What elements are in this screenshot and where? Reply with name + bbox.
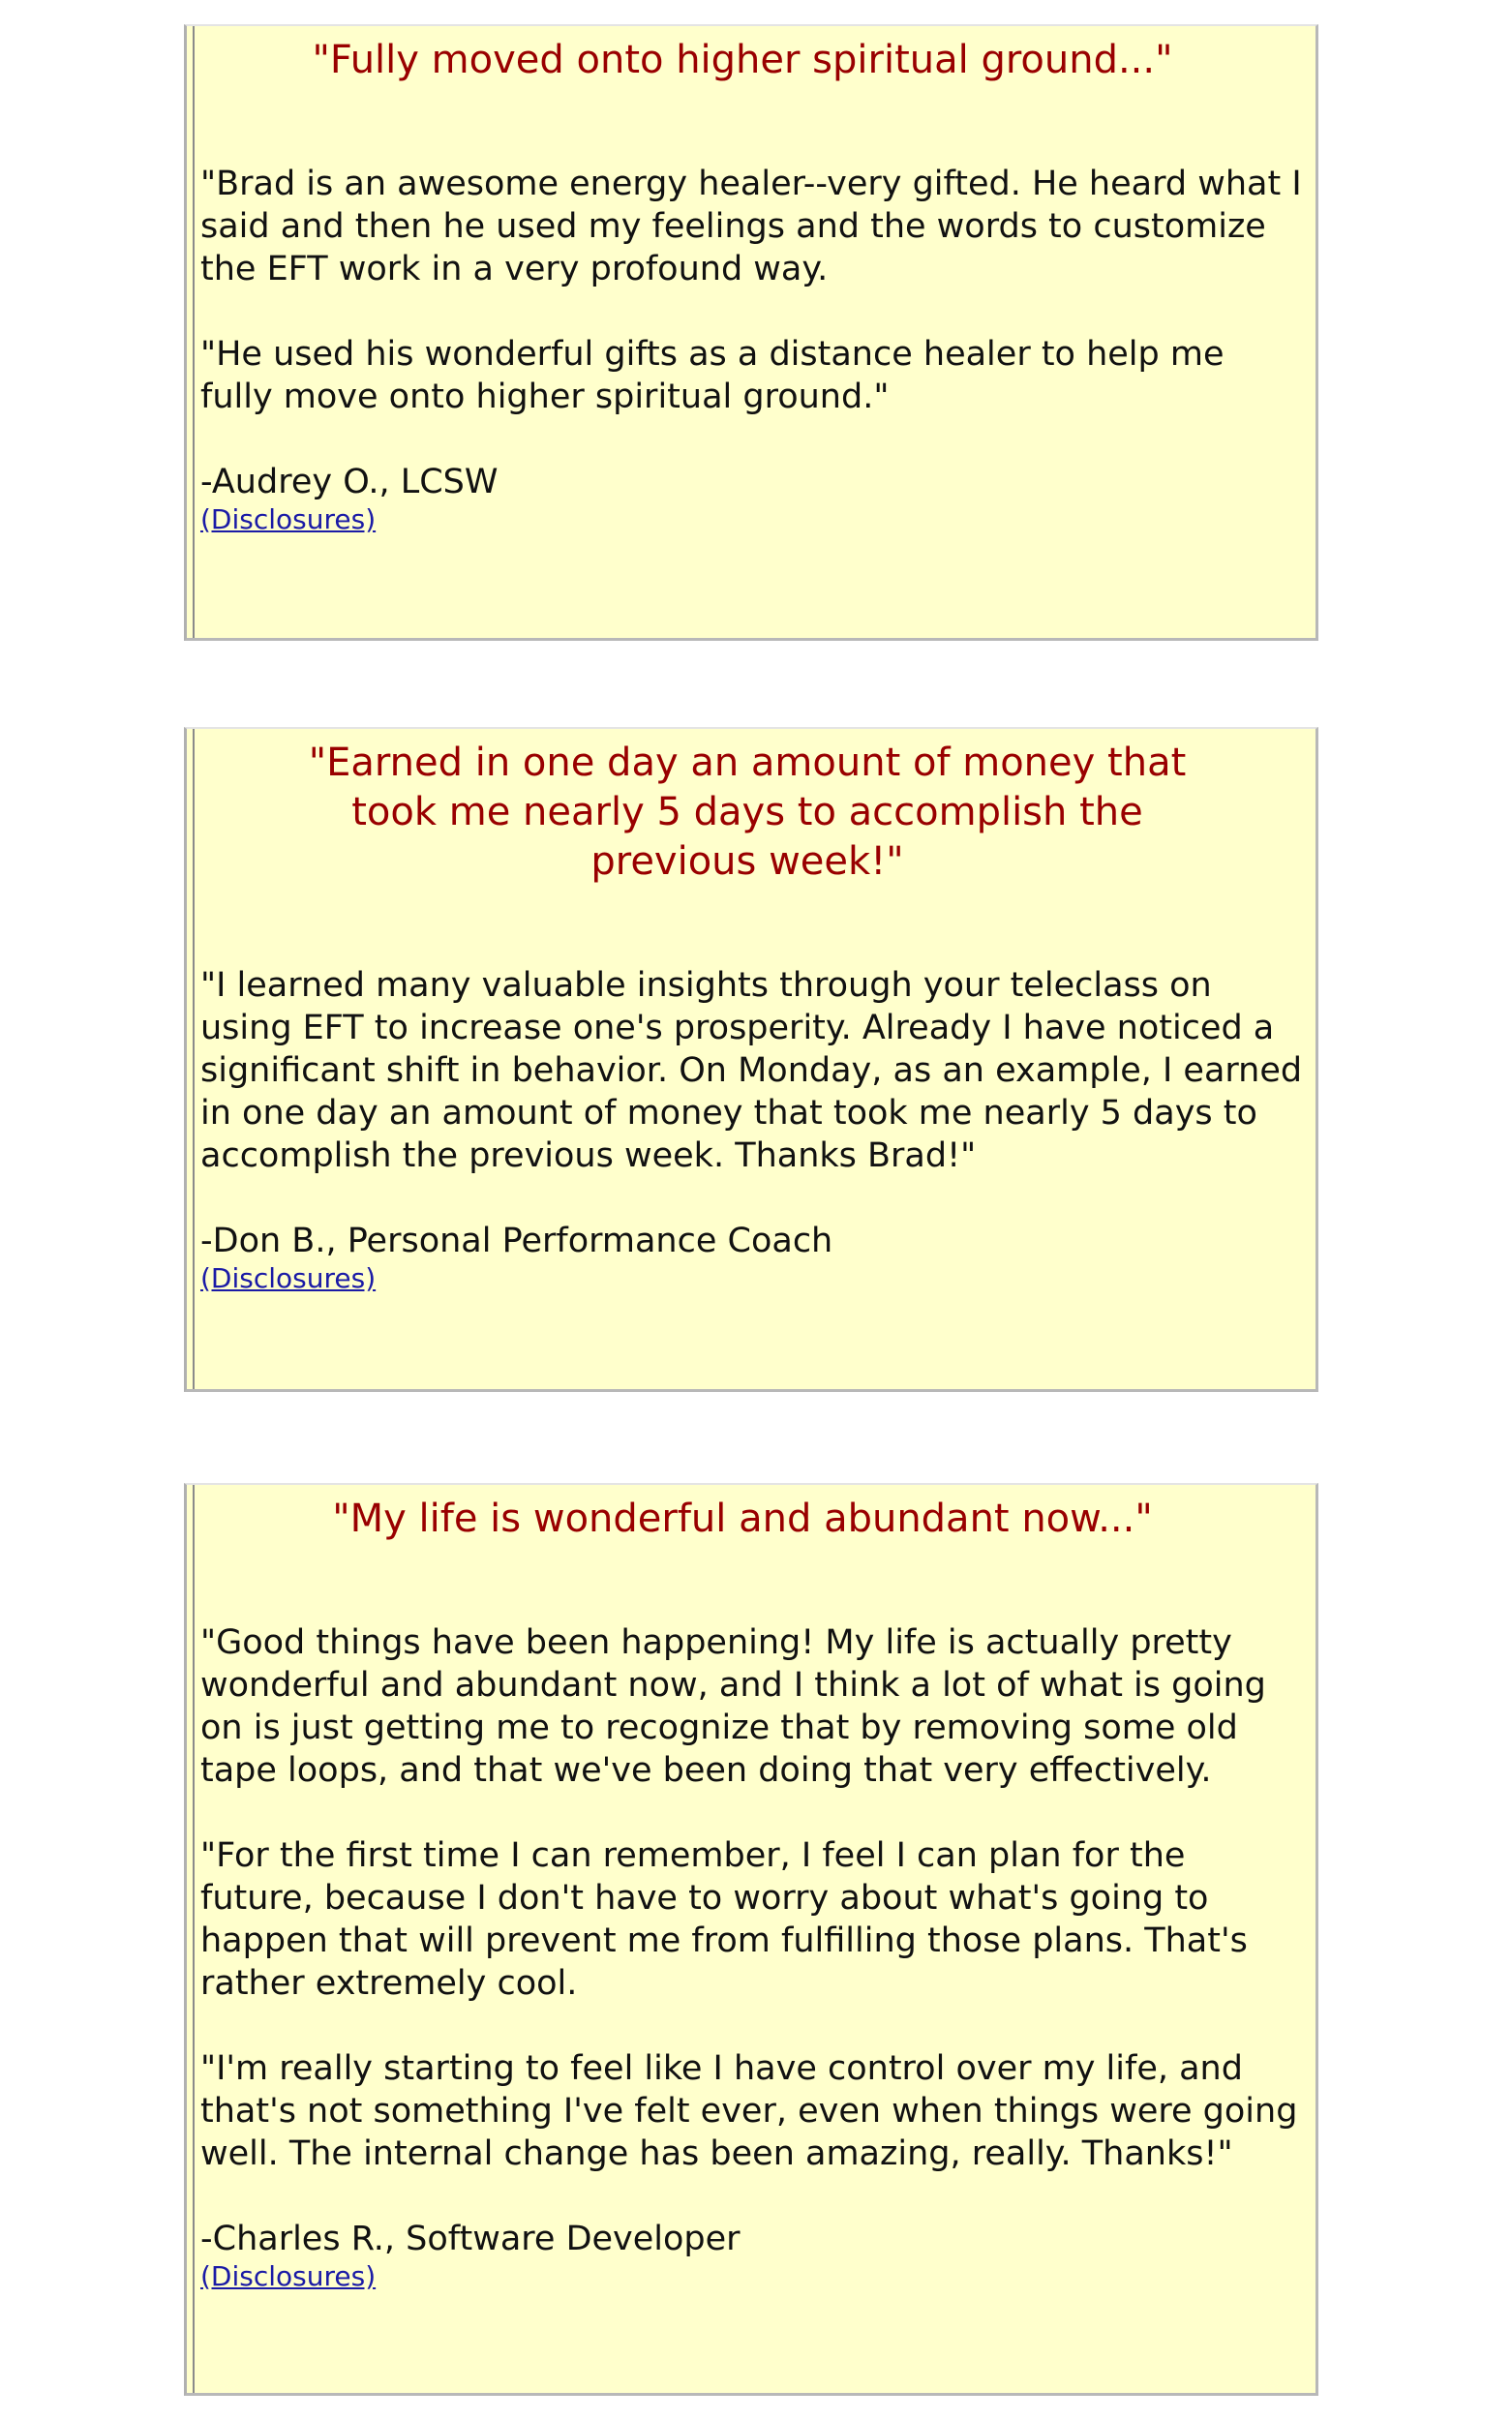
testimonial-body — [200, 964, 1304, 1220]
testimonial-card-don — [184, 727, 1318, 1392]
disclosures-link[interactable]: (Disclosures) — [200, 1262, 377, 1294]
testimonial-paragraph: "Brad is an awesome energy healer--very gifted. He heard what I said and then he used my feelings and the words to customize the EFT work in a very profound way. — [200, 165, 1302, 288]
testimonial-headline: "Fully moved onto higher spiritual ground..." — [312, 38, 1173, 82]
testimonial-paragraph: "Good things have been happening! My life is actually pretty wonderful and abundant now, and I think a lot of what is going on is just getting me to recognize that by removing some old tape loops, and that we've been doing that very effectively. — [200, 1623, 1266, 1790]
testimonial-paragraph: "I learned many valuable insights through your teleclass on using EFT to increase one's prosperity. Already I have noticed a significant shift in behavior. On Monday, as an example, I earned in one day an amount of money that took me nearly 5 days to accomplish the previous week. Thanks Brad!" — [200, 966, 1303, 1175]
testimonial-content — [193, 1485, 1315, 2393]
testimonial-card-audrey — [184, 24, 1318, 641]
testimonial-paragraph: "I'm really starting to feel like I have control over my life, and that's not something I've felt ever, even when things were going well. The internal change has been amazing, really. Thanks!" — [200, 2049, 1298, 2173]
disclosures-link[interactable]: (Disclosures) — [200, 2260, 377, 2292]
testimonial-headline: "My life is wonderful and abundant now..." — [332, 1497, 1153, 1541]
testimonial-author: -Don B., Personal Performance Coach — [200, 1222, 833, 1260]
testimonial-content — [193, 729, 1315, 1389]
testimonial-author: -Audrey O., LCSW — [200, 463, 499, 501]
testimonial-headline: "Earned in one day an amount of money that took me nearly 5 days to accomplish the previous week!" — [308, 741, 1187, 884]
testimonial-body — [200, 163, 1304, 461]
testimonial-paragraph: "He used his wonderful gifts as a distance healer to help me fully move onto higher spiritual ground." — [200, 335, 1225, 416]
disclosures-link[interactable]: (Disclosures) — [200, 503, 377, 535]
testimonial-body — [200, 1621, 1304, 2218]
testimonial-content — [193, 26, 1315, 638]
testimonial-paragraph: "For the first time I can remember, I feel I can plan for the future, because I don't have to worry about what's going to happen that will prevent me from fulfilling those plans. That's rather extremely cool. — [200, 1836, 1248, 2003]
testimonial-card-charles — [184, 1483, 1318, 2396]
testimonial-author: -Charles R., Software Developer — [200, 2220, 741, 2258]
